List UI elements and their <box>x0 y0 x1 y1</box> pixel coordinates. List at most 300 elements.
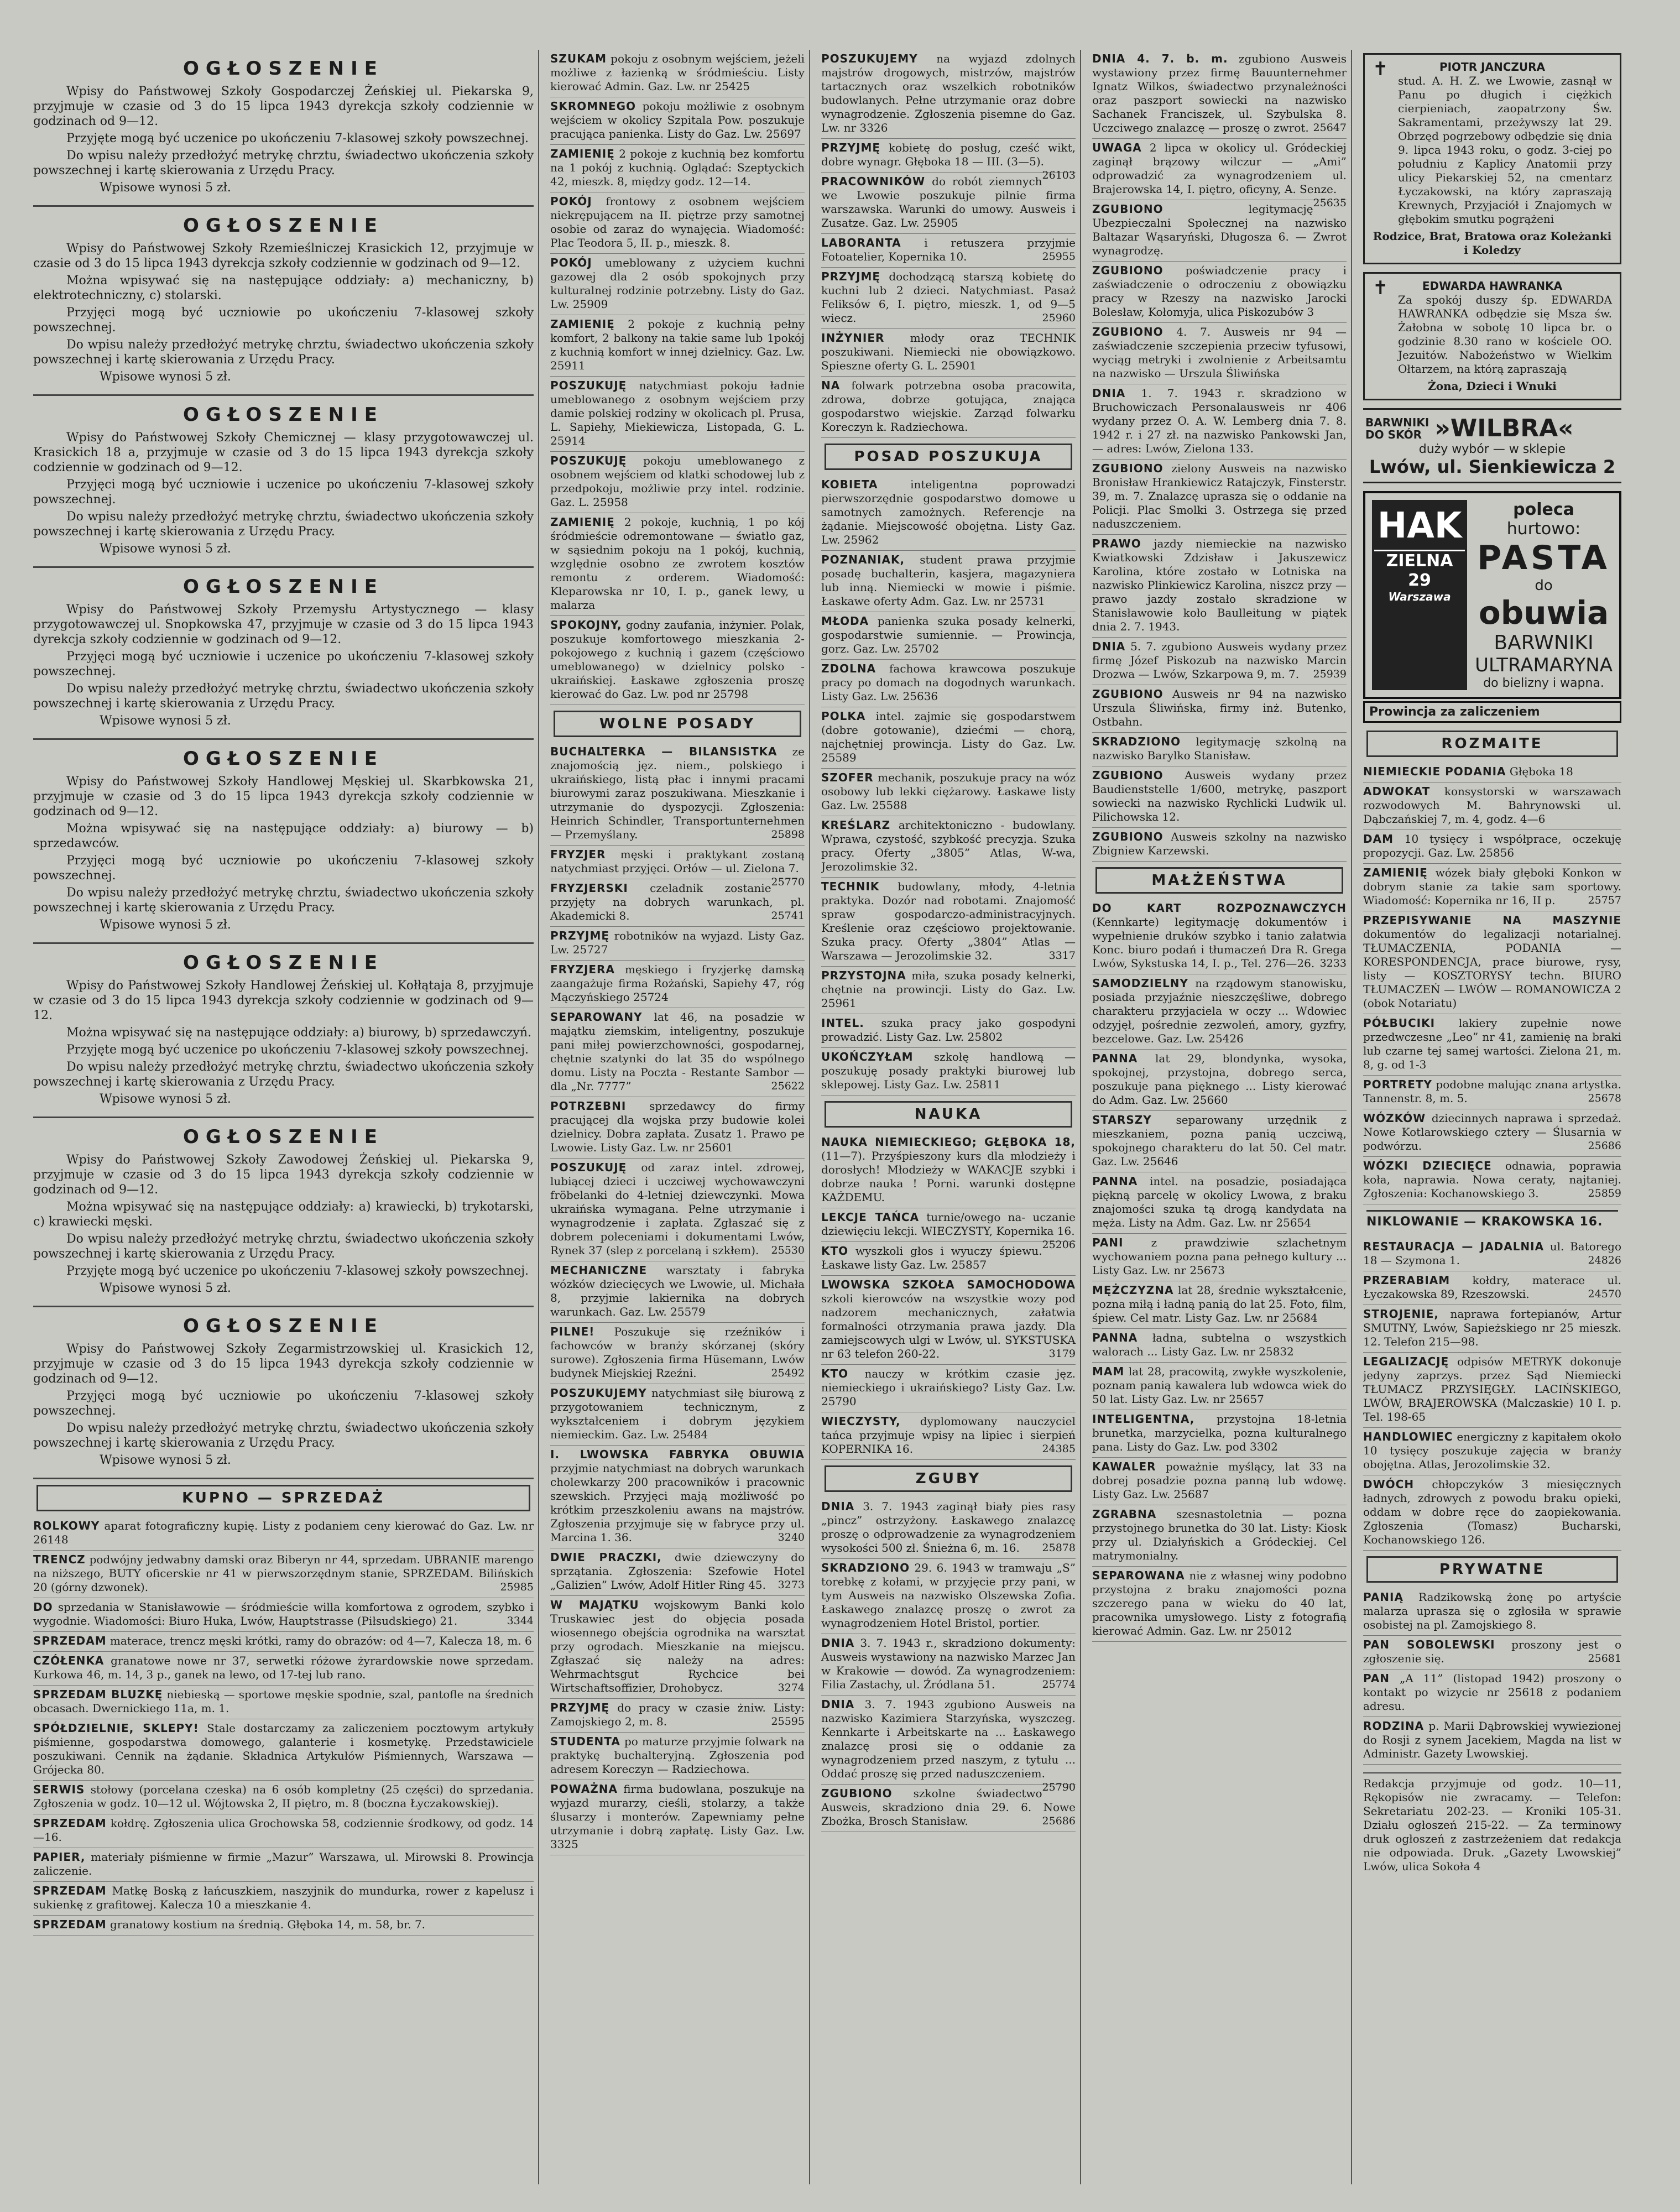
ad-text: legitymację Ubezpieczalni Społecznej na nazwisko Baltazar Wąsaryński, Długosza 6. — Zwrot wynagrodzę. <box>1092 202 1347 257</box>
ad-code: 25635 <box>1313 197 1347 209</box>
ad-heading: SPRZEDAM <box>33 1918 107 1931</box>
ad-heading: SPRZEDAM <box>33 1817 107 1830</box>
ad-heading: POKÓJ <box>550 256 592 269</box>
ad-code: 25530 <box>771 1244 805 1256</box>
school-notice <box>33 207 534 396</box>
ad-text: materace, trencz męski krótki, ramy do obrazów: od 4—7, Kalecza 18, m. 6 <box>109 1634 532 1647</box>
ad-text: męski i praktykant zostaną natychmiast przyjęci. Orłów — ul. Zielona 7. <box>550 848 805 875</box>
notice-title: OGŁOSZENIE <box>182 576 384 598</box>
obituary-name: PIOTR JANCZURA <box>1439 60 1546 74</box>
classified-ad <box>550 192 805 254</box>
ad-text: 2 pokoje z kuchnią pełny komfort, 2 balkony na takie same lub 1pokój z kuchnią komfort w innej dzielnicy. Gaz. Lw. 25911 <box>550 317 805 372</box>
cross-icon: ✝ <box>1373 58 1389 80</box>
ad-heading: PRAWO <box>1092 537 1141 550</box>
ad-text: energiczny z kapitałem około 10 tysięcy poszukuje zajęcia w branży obojętna. Atlas, Jerozolimskie 32. <box>1363 1430 1622 1471</box>
ad-text: podwójny jedwabny damski oraz Biberyn nr 44, sprzedam. UBRANIE marengo na niższego, BUTY oficerskie nr 41 w pierwszorzędnym stanie, SPRZEDAM. Bilińskich 20 (górny dzwonek). <box>33 1553 534 1594</box>
cross-icon: ✝ <box>1373 277 1389 299</box>
ad-code: 25686 <box>1588 1140 1621 1152</box>
classified-ad <box>821 50 1076 139</box>
notice-title: OGŁOSZENIE <box>182 58 384 80</box>
classified-ad <box>821 707 1076 769</box>
ad-heading: LWOWSKA SZKOŁA SAMOCHODOWA <box>821 1278 1076 1291</box>
notice-paragraph: Wpisy do Państwowej Szkoły Zawodowej Żeńskiej ul. Piekarska 9, przyjmuje w czasie od 3 do 15 lipca 1943 dyrekcja szkoły codziennie w godzinach od 9—12. <box>33 1153 534 1197</box>
ad-heading: PAN <box>1363 1672 1390 1685</box>
classified-ad <box>550 315 805 377</box>
wilbra-address: Lwów, ul. Sienkiewicza 2 <box>1369 456 1616 477</box>
ad-text: pokoju możliwie z osobnym wejściem w okolicy Szpitala Pow. poszukuje pracująca panienka. Listy do Gaz. Lw. 25697 <box>550 100 805 140</box>
ad-heading: BUCHALTERKA — BILANSISTKA <box>550 745 778 758</box>
classified-ad <box>821 268 1076 329</box>
ad-text: granatowy kostium na średnią. Głęboka 14, m. 58, br. 7. <box>109 1918 426 1931</box>
ad-heading: KREŚLARZ <box>821 818 891 832</box>
classified-ad <box>1092 384 1347 460</box>
ad-heading: ZAMIENIĘ <box>1363 866 1428 879</box>
ad-code: 25960 <box>1042 312 1076 324</box>
classified-ad <box>550 1446 805 1548</box>
classified-ad <box>1092 974 1347 1050</box>
ad-code: 25757 <box>1588 894 1621 906</box>
ad-heading: ZGUBIONO <box>821 1787 893 1800</box>
classified-ad <box>1363 1353 1621 1428</box>
ad-text: godny zaufania, inżynier. Polak, poszukuje komfortowego mieszkania 2-pokojowego z kuchnią i gazem (częściowo umeblowanego) w dzielnicy polsko - ukraińskiej. Łaskawe zgłoszenia proszę kierować do Gaz. Lw. pod nr 25798 <box>550 618 805 701</box>
ad-heading: WÓZKÓW <box>1363 1112 1426 1125</box>
ad-text: nie z własnej winy podobno przystojna z braku znajomości pozna szczerego pana w wieku do 40 lat, pracownika umysłowego. Listy z fotografią kierować Admin. Gaz. Lw. nr 25012 <box>1092 1569 1347 1637</box>
ad-heading: PAN SOBOLEWSKI <box>1363 1638 1495 1651</box>
ad-code: 25622 <box>771 1080 805 1092</box>
classified-ad <box>1363 1305 1621 1353</box>
ad-text: szkolne świadectwo Ausweis, skradziono dnia 29. 6. Nowe Zbożka, Brosch Stanisław. <box>821 1787 1076 1828</box>
ad-heading: PRZYSTOJNA <box>821 969 906 982</box>
ad-text: wózek biały głęboki Konkon w dobrym stanie za takie sam sportowy. Wiadomość: Kopernika nr 16, II p. <box>1363 866 1621 907</box>
classified-ad <box>33 1517 534 1551</box>
ad-text: od zaraz intel. zdrowej, lubiącej dzieci i uczciwej wychowawczyni fröbelanki do 4-letniej dziewczynki. Mowa ukraińska wymagana. Pełne utrzymanie i wynagrodzenie i zapłata. Zgłaszać się z dobrem poleceniami i dokumentami Lwów, Rynek 37 (slep z porcelaną i szkłem). <box>550 1161 805 1257</box>
ad-heading: DO KART ROZPOZNAWCZYCH <box>1092 901 1347 915</box>
ad-heading: SPOKOJNY, <box>550 618 622 632</box>
classified-ad <box>33 1632 534 1652</box>
obituary-text: stud. A. H. Z. we Lwowie, zasnął w Panu po długich i ciężkich cierpieniach, zaopatrzony Św. Sakramentami, przeżywszy lat 29. Obrzęd pogrzebowy odbędzie się dnia 9. lipca 1943 roku, o godz. 3-ciej po południu z Kaplicy Anatomii przy ulicy Piekarskiej 52, na cmentarz Łyczakowski, na który zapraszają Krewnych, Przyjaciół i Znajomych w głębokim smutku pogrążeni <box>1398 74 1612 226</box>
ad-heading: KTO <box>821 1367 849 1380</box>
classified-ad <box>821 476 1076 551</box>
classified-ad <box>33 1781 534 1814</box>
classified-ad <box>550 1384 805 1446</box>
section-header: NAUKA <box>825 1101 1072 1128</box>
ad-text: czeladnik zostanie przyjęty na dobrych warunkach, pl. Akademicki 8. <box>550 881 805 922</box>
ad-heading: ROLKOWY <box>33 1519 100 1532</box>
ad-heading: MĘŻCZYZNA <box>1092 1284 1174 1297</box>
notice-paragraph: Przyjęci mogą być uczniowie po ukończeniu 7-klasowej szkoły powszechnej. <box>33 1389 534 1418</box>
classified-ad <box>821 878 1076 967</box>
ad-code: 25647 <box>1313 122 1347 134</box>
ad-text: dyplomowany nauczyciel tańca przyjmuje wpisy na lipiec i sierpień KOPERNIKA 16. <box>821 1415 1076 1455</box>
ad-code: 24826 <box>1588 1254 1621 1266</box>
notice-paragraph: Do wpisu należy przedłożyć metrykę chrztu, świadectwo ukończenia szkoły powszechnej i kartę skierowania z Urzędu Pracy. <box>33 886 534 915</box>
classified-ad <box>1092 50 1347 139</box>
school-notice <box>33 1118 534 1307</box>
classified-ad <box>821 1559 1076 1634</box>
classified-ad <box>821 551 1076 612</box>
ad-heading: W MAJĄTKU <box>550 1598 639 1611</box>
ad-text: wyszkoli głos i wyuczy śpiewu. Łaskawe listy Gaz. Lw. 25857 <box>821 1244 1042 1271</box>
obituary <box>1363 272 1621 400</box>
ad-text: student prawa przyjmie posadę buchalterin, kasjera, magazyniera lub inną. Niemiecki w mowie i piśmie. Łaskawe oferty Adm. Gaz. Lw. nr 25731 <box>821 553 1076 608</box>
notice-paragraph: Wpisy do Państwowej Szkoły Zegarmistrzowskiej ul. Krasickich 12, przyjmuje w czasie od 3 do 15 lipca 1943 dyrekcja szkoły codziennie w godzinach od 9—12. <box>33 1342 534 1386</box>
ad-heading: SPRZEDAM BLUZKĘ <box>33 1688 163 1701</box>
ad-text: do pracy w czasie żniw. Listy: Zamojskiego 2, m. 8. <box>550 1701 805 1728</box>
ad-heading: PILNE! <box>550 1325 595 1338</box>
ad-text: Poszukuje się rzeźników i fachowców w branży skórzanej (skóry surowe). Zgłoszenia firma Hüsemann, Lwów budynek Miejskiej Rzeźni. <box>550 1325 805 1380</box>
classified-ad <box>1092 733 1347 766</box>
ad-text: chłopczyków 3 miesięcznych ładnych, zdrowych z powodu braku opieki, oddam w dobre ręce do zaopiekowania. Zgłoszenia (Tomasz) Bucharski, Kochanowskiego 126. <box>1363 1478 1622 1546</box>
section-header: PRYWATNE <box>1366 1556 1618 1583</box>
ad-code: 25878 <box>1042 1542 1076 1554</box>
ad-text: dochodzącą starszą kobietę do kuchni lub 2 dzieci. Natychmiast. Pasaż Feliksów 6, I. piętro, mieszk. 1, od 9—5 wiecz. <box>821 270 1076 325</box>
ad-text: folwark potrzebna osoba pracowita, zdrowa, dobrze gotująca, znająca gospodarstwo wiejskie. Zarząd folwarku Koreczyn k. Radziechowa. <box>821 379 1076 434</box>
classified-ad <box>550 1261 805 1323</box>
ad-heading: NA <box>821 379 841 392</box>
notice-paragraph: Wpisy do Państwowej Szkoły Gospodarczej Żeńskiej ul. Piekarska 9, przyjmuje w czasie od 3 do 15 lipca 1943 dyrekcja szkoły codziennie w godzinach od 9—12. <box>33 85 534 128</box>
ad-text: intel. na posadzie, posiadająca piękną parcelę w okolicy Lwowa, z braku znajomości szuka tą drogą kandydata na męża. Listy na Adm. Gaz. Lw. nr 25654 <box>1092 1175 1347 1229</box>
ad-text: mechanik, poszukuje pracy na wóz osobowy lub lekki ciężarowy. Łaskawe listy Gaz. Lw. 25588 <box>821 771 1076 812</box>
ad-text: Radzikowską żonę po artyście malarza uprasza się o zgłosiła w sprawie osobistej na pl. Zamojskiego 8. <box>1363 1590 1621 1631</box>
ad-text: dokumentów do legalizacji notarialnej. TŁUMACZENIA, PODANIA — KORESPONDENCJA, prace biurowe, rysy, listy — KOSZTORYSY techn. BIURO TŁUMACZEŃ — LWÓW — ROMANOWICZA 2 (obok Notariatu) <box>1363 927 1621 1010</box>
classified-ad <box>1363 763 1621 782</box>
ad-text: granatowe nowe nr 37, serwetki różowe żyrardowskie nowe sprzedam. Kurkowa 46, m. 14, 3 p., ganek na lewo, od 17-tej lub rano. <box>33 1654 534 1681</box>
ad-heading: LEKCJE TAŃCA <box>821 1211 920 1224</box>
classified-ad <box>1092 1567 1347 1642</box>
ad-heading: LEGALIZACJĘ <box>1363 1355 1449 1368</box>
ad-code: 25678 <box>1588 1092 1621 1104</box>
classified-ad <box>550 1548 805 1596</box>
ad-heading: ZGUBIONO <box>1092 687 1164 701</box>
classified-ad <box>550 1699 805 1733</box>
hak-logo <box>1372 500 1467 690</box>
notice-paragraph: Do wpisu należy przedłożyć metrykę chrztu, świadectwo ukończenia szkoły powszechnej i kartę skierowania z Urzędu Pracy. <box>33 149 534 178</box>
ad-text: poświadczenie pracy i zaświadczenie o odroczeniu z obowiązku pracy w Rzeszy na nazwisko Jarocki Bolesław, Kołomyja, ulica Piskozubów 3 <box>1092 264 1347 319</box>
classified-ad <box>821 1365 1076 1412</box>
classified-ad <box>1092 200 1347 262</box>
classified-ad <box>821 1014 1076 1048</box>
notice-paragraph: Przyjęci mogą być uczniowie i uczenice po ukończeniu 7-klasowej szkoły powszechnej. <box>33 478 534 507</box>
ad-text: budowlany, młody, 4-letnia praktyka. Dozór nad robotami. Znajomość spraw gospodarczo-administracyjnych. Kreślenie oraz częściowo projektowanie. Szuka pracy. Oferty „3804” Atlas — Warszawa — Jerozolimskie 32. <box>821 880 1076 962</box>
obituary-signature: Rodzice, Brat, Bratowa oraz Koleżanki i Koledzy <box>1373 229 1612 257</box>
ad-heading: POTRZEBNI <box>550 1099 627 1113</box>
notice-title: OGŁOSZENIE <box>182 748 384 770</box>
ad-heading: POWAŻNA <box>550 1782 618 1796</box>
classified-ad <box>550 1780 805 1855</box>
classified-ad <box>550 1323 805 1384</box>
notice-paragraph: Do wpisu należy przedłożyć metrykę chrztu, świadectwo ukończenia szkoły powszechnej i kartę skierowania z Urzędu Pracy. <box>33 682 534 711</box>
ad-code: 26103 <box>1042 169 1076 181</box>
ad-text: fachowa krawcowa poszukuje pracy po domach na dogodnych warunkach. Listy Gaz. Lw. 25636 <box>821 662 1076 703</box>
ad-text: młody oraz TECHNIK poszukiwani. Niemiecki nie obowiązkowo. Spieszne oferty G. L. 25901 <box>821 331 1076 372</box>
ad-heading: PANNA <box>1092 1052 1138 1065</box>
ad-text: przyjmie natychmiast na dobrych warunkach cholewkarzy 200 pracowników i pracownic szewskich. Przyjęci mają możliwość po krótkim przeszkoleniu awans na majstrów. Zgłoszenia przyjmuje się w fabryce przy ul. Marcina 1. 36. <box>550 1462 805 1544</box>
hak-line: PASTA <box>1477 539 1610 577</box>
classified-ad <box>1092 685 1347 733</box>
hak-address: ZIELNA 29 <box>1374 550 1465 590</box>
ad-heading: PANI <box>1092 1236 1124 1249</box>
classified-ad <box>33 1848 534 1882</box>
ad-text: panienka szuka posady kelnerki, gospodarstwie sumiennie. — Prowincja, gorz. Gaz. Lw. 25702 <box>821 614 1076 655</box>
ad-heading: INŻYNIER <box>821 331 885 345</box>
ad-text: proszony jest o zgłoszenie się. <box>1363 1638 1621 1665</box>
classified-ad <box>821 1133 1076 1208</box>
ad-text: szesnastoletnia — pozna przystojnego brunetka do 30 lat. Listy: Kiosk przy ul. Działyńskich a Gródeckiej. Cel matrymonialny. <box>1092 1507 1347 1562</box>
classified-ad <box>1363 864 1621 911</box>
classified-ad <box>550 1097 805 1159</box>
classified-ad <box>821 173 1076 234</box>
ad-text: pokoju umeblowanego z osobnem wejściem od klatki schodowej lub z przedpokoju, możliwie przy intel. rodzinie. Gaz. L. 25958 <box>550 454 805 509</box>
ad-heading: I. LWOWSKA FABRYKA OBUWIA <box>550 1448 805 1461</box>
hak-line: poleca <box>1513 500 1574 519</box>
ad-heading: SZOFER <box>821 771 874 784</box>
hak-footer: Prowincja za zaliczeniem <box>1363 701 1621 723</box>
ad-text: frontowy z osobnem wejściem niekrępującem na II. piętrze przy samotnej osobie od zaraz do wynajęcia. Wiadomość: Plac Teodora 5, II. p., mieszk. 8. <box>550 195 805 249</box>
ad-code: 25939 <box>1313 668 1347 680</box>
ad-heading: INTELIGENTNA, <box>1092 1412 1195 1426</box>
ad-heading: ZGUBIONO <box>1092 202 1164 216</box>
ad-text: architektoniczno - budowlany. Wprawa, czystość, szybkość precyzja. Szuka pracy. Oferty „3805” Atlas, W-wa, Jerozolimskie 32. <box>821 818 1076 873</box>
ad-text: z prawdziwie szlachetnym wychowaniem pozna pana pełnego kultury ... Listy Gaz. Lw. nr 25673 <box>1092 1236 1347 1277</box>
ad-heading: ZGUBIONO <box>1092 264 1164 277</box>
ad-heading: KOBIETA <box>821 478 878 491</box>
notice-fee: Wpisowe wynosi 5 zł. <box>100 918 231 932</box>
publisher-footer: Redakcja przyjmuje od godz. 10—11, Rękopisów nie zwracamy. — Telefon: Sekretariatu 202-23. — Kroniki 105-31. Działu ogłoszeń 215-22. — Za terminowy druk ogłoszeń z zastrzeżeniem dat redakcja nie odpowiada. Druk. „Gazety Lwowskiej” Lwów, ulica Sokoła 4 <box>1363 1772 1621 1874</box>
ad-text: aparat fotograficzny kupię. Listy z podaniem ceny kierować do Gaz. Lw. nr 26148 <box>33 1519 534 1546</box>
hak-line: hurtowo: <box>1506 519 1581 539</box>
ad-heading: SERWIS <box>33 1783 85 1796</box>
ad-heading: SAMODZIELNY <box>1092 977 1188 990</box>
notice-fee: Wpisowe wynosi 5 zł. <box>100 1453 231 1467</box>
notice-fee: Wpisowe wynosi 5 zł. <box>100 1092 231 1106</box>
ad-heading: NAUKA NIEMIECKIEGO; GŁĘBOKA 18, <box>821 1135 1076 1149</box>
notice-title: OGŁOSZENIE <box>182 952 384 974</box>
classified-ad <box>1363 830 1621 864</box>
classified-ad <box>550 452 805 513</box>
ad-heading: SKROMNEGO <box>550 100 636 113</box>
ad-heading: DWÓCH <box>1363 1478 1415 1491</box>
notice-paragraph: Przyjęte mogą być uczenice po ukończeniu 7-klasowej szkoły powszechnej. <box>66 1264 529 1278</box>
ad-text: zielony Ausweis na nazwisko Bronisław Hrankiewicz Ratajczyk, Finsterstr. 39, m. 7. Znalazcę uprasza się o oddanie na Policji. Plac Smolki 3. Ostrzega się przed naduszczeniem. <box>1092 462 1347 530</box>
ad-heading: ZAMIENIĘ <box>550 147 615 160</box>
school-notice <box>33 944 534 1118</box>
ad-text: lat 46, na posadzie w majątku ziemskim, inteligentny, poszukuje pani miłej powierzchowności, gospodarnej, chętnie szatynki do lat 35 do wspólnego domu. Listy na Poczta - Restante Sambor — dla „Nr. 7777” <box>550 1010 805 1093</box>
classified-ad <box>1092 323 1347 384</box>
classified-ad <box>821 1412 1076 1460</box>
ad-code: 25492 <box>771 1367 805 1379</box>
ad-code: 3273 <box>778 1579 805 1591</box>
classified-ad <box>821 660 1076 707</box>
hak-line: BARWNIKI <box>1494 632 1594 654</box>
ad-heading: PRZERABIAM <box>1363 1274 1451 1287</box>
notice-fee: Wpisowe wynosi 5 zł. <box>100 370 231 384</box>
ad-code: 25770 <box>771 876 805 888</box>
ad-heading: SPRZEDAM <box>33 1634 107 1647</box>
ad-heading: MECHANICZNE <box>550 1264 648 1277</box>
column-notices <box>33 50 539 2184</box>
section-header: MAŁŻEŃSTWA <box>1095 867 1343 894</box>
ad-text: wojskowym Banki kolo Truskawiec jest do objęcia posada wiosennego obejścia ogrodnika na warsztat przy ogrodach. Mieszkanie na miejscu. Zgłaszać się należy na adres: Wehrmachtsgut Rychcice bei Wirtschaftsoffizier, Drohobycz. <box>550 1598 805 1694</box>
notice-paragraph: Do wpisu należy przedłożyć metrykę chrztu, świadectwo ukończenia szkoły powszechnej i kartę skierowania z Urzędu Pracy. <box>33 1232 534 1261</box>
classified-ad <box>821 1695 1076 1793</box>
ad-text: sprzedawcy do firmy pracującej dla wojska przy budowie kolei dzielnicy. Dobra zapłata. Zusatz 1. Prawo pe Lwowie. Listy Gaz. Lw. nr 25601 <box>550 1099 805 1154</box>
classified-ad <box>550 961 805 1008</box>
ad-heading: INTEL. <box>821 1016 864 1030</box>
notice-paragraph: Przyjęte mogą być uczenice po ukończeniu 7-klasowej szkoły powszechnej. <box>66 1043 529 1057</box>
ad-heading: ZGRABNA <box>1092 1507 1157 1521</box>
ad-text: poważnie myślący, lat 33 na dobrej posadzie pozna panną lub wdowę. Listy Gaz. Lw. 25687 <box>1092 1460 1347 1501</box>
ad-text: 29. 6. 1943 w tramwaju „S” torebkę z kołami, w przyjęcie przy pani, w tym Ausweis na nazwisko Olszewska Zofia. Łaskawego znalazcę proszę o zwrot za wynagrodzeniem Hotel Bristol, portier. <box>821 1561 1076 1630</box>
ad-code: 3274 <box>778 1682 805 1694</box>
ad-heading: DNIA <box>1092 640 1126 653</box>
classified-ad <box>1092 1050 1347 1111</box>
notice-paragraph: Można wpisywać się na następujące oddziały: a) biurowy — b) sprzedawców. <box>33 822 534 851</box>
ad-code: 3179 <box>1048 1348 1076 1360</box>
column-ads-3 <box>821 50 1081 2184</box>
ad-text: kołdry, materace ul. Łyczakowska 89, Rzeszowski. <box>1363 1274 1622 1301</box>
classified-ad <box>821 1498 1076 1559</box>
notice-paragraph: Do wpisu należy przedłożyć metrykę chrztu, świadectwo ukończenia szkoły powszechnej i kartę skierowania z Urzędu Pracy. <box>33 1060 534 1089</box>
ad-code: 25681 <box>1588 1652 1621 1665</box>
classified-ad <box>1092 828 1347 862</box>
ad-heading: ZAMIENIĘ <box>550 515 615 529</box>
ad-text: odpisów METRYK dokonuje jedyny zaprzys. przez Sąd Niemiecki TŁUMACZ PRZYSIĘGŁY. LACIŃSKIEGO, LWÓW, BRAJEROWSKA (Malczaskie) 10 I. p. Tel. 198-65 <box>1363 1355 1621 1423</box>
column-ads-5 <box>1363 50 1626 2184</box>
notice-paragraph: Można wpisywać się na następujące oddziały: a) biurowy, b) sprzedawczyń. <box>66 1026 532 1040</box>
school-notice <box>33 1307 534 1479</box>
notice-paragraph: Można wpisywać się na następujące oddziały: a) krawiecki, b) trykotarski, c) krawiecki męski. <box>33 1200 534 1229</box>
ad-heading: PAPIER, <box>33 1850 86 1864</box>
ad-text: 10 tysięcy i współprace, oczekuję propozycji. Gaz. Lw. 25856 <box>1363 832 1622 859</box>
classified-ad <box>821 967 1076 1014</box>
classified-ad <box>1092 1281 1347 1329</box>
ad-heading: ADWOKAT <box>1363 785 1431 798</box>
ad-text: odnawia, poprawia koła, naprawia. Nowa ceraty, najtaniej. Zgłoszenia: Kochanowskiego 3. <box>1363 1159 1622 1200</box>
classified-ad <box>1363 1271 1621 1305</box>
ad-text: do robót ziemnych we Lwowie poszukuje pilnie firma warszawska. Warunki do umowy. Ausweis i Zusatze. Gaz. Lw. 25905 <box>821 175 1076 229</box>
classified-ad <box>550 1596 805 1699</box>
classified-ad <box>550 254 805 315</box>
ad-code: 25686 <box>1042 1815 1076 1827</box>
hak-copy <box>1475 500 1613 690</box>
notice-paragraph: Przyjęci mogą być uczniowie i uczenice po ukończeniu 7-klasowej szkoły powszechnej. <box>33 650 534 679</box>
ad-heading: PRZYJMĘ <box>550 1701 610 1714</box>
ad-text: dziecinnych naprawa i sprzedaż. Nowe Kotlarowskiego cztery — Ślusarnia w podwórzu. <box>1363 1112 1621 1152</box>
notice-paragraph: Przyjęte mogą być uczenice po ukończeniu 7-klasowej szkoły powszechnej. <box>66 132 529 145</box>
classified-ad <box>1092 899 1347 974</box>
ad-text: turnie/owego na- uczanie dziewięciu lekcji. WIECZYSTY, Kopernika 16. <box>821 1211 1076 1238</box>
ad-heading: POSZUKUJĘ <box>550 379 627 392</box>
ad-text: jazdy niemieckie na nazwisko Kwiatkowski Zdzisław i Jakuszewicz Karolina, które zostało w Lotniska na nazwisko Plinkiewicz Karolina, niszcz przy — prawo jazdy zostało skradzione w Stanisławowie koło Baulleitung w piątek dnia 2. 7. 1943. <box>1092 537 1347 633</box>
ad-heading: POKÓJ <box>550 195 592 208</box>
ad-heading: FRYZJER <box>550 848 606 861</box>
ad-heading: PANNA <box>1092 1331 1138 1344</box>
classified-ad <box>550 616 805 705</box>
ad-code: 3317 <box>1048 950 1076 962</box>
ad-heading: DNIA <box>821 1698 855 1711</box>
ad-code: 25955 <box>1042 251 1076 263</box>
notice-title: OGŁOSZENIE <box>182 215 384 237</box>
notice-paragraph: Do wpisu należy przedłożyć metrykę chrztu, świadectwo ukończenia szkoły powszechnej i kartę skierowania z Urzędu Pracy. <box>33 510 534 539</box>
classified-ad <box>1363 1588 1621 1636</box>
obituary <box>1363 53 1621 264</box>
ad-text: i retuszera przyjmie Fotoatelier, Kopernika 10. <box>821 236 1076 263</box>
hak-line: do <box>1535 577 1553 594</box>
classified-ad <box>33 1882 534 1916</box>
ad-text: lakiery zupełnie nowe przedwczesne „Leo” nr 41, zamienię na braki lub czarne tej samej wartości. Zielona 21, m. 8, g. od 1-3 <box>1363 1016 1622 1071</box>
wilbra-small2: DO SKÓR <box>1365 427 1422 441</box>
ad-text: warsztaty i fabryka wózków dziecięcych we Lwowie, ul. Michała 8, przyjmie lakiernika na dobrych warunkach. Gaz. Lw. 25579 <box>550 1264 805 1318</box>
hak-line: obuwia <box>1478 594 1609 632</box>
ad-heading: PRZYJMĘ <box>821 270 881 283</box>
ad-heading: DNIA 4. 7. b. m. <box>1092 52 1228 65</box>
ad-text: sprzedania w Stanisławowie — śródmieście willa komfortowa z ogrodem, szybko i wygodnie. Wiadomości: Biuro Huka, Lwów, Hauptstrasse (Piłsudskiego) 21. <box>33 1600 534 1627</box>
hak-advert <box>1363 491 1621 699</box>
ad-text: intel. zajmie się gospodarstwem (dobre gotowanie), dziećmi — chorą, najchętniej prowincja. Listy do Gaz. Lw. 25589 <box>821 709 1076 764</box>
hak-brand: HAK <box>1377 505 1462 546</box>
ad-code: 3233 <box>1319 957 1347 969</box>
ad-text: 2 pokoje z kuchnią bez komfortu na 1 pokój z kuchnią. Oglądać: Szeptyckich 42, mieszk. 8, między godz. 12—14. <box>550 147 805 188</box>
ad-code: 3344 <box>507 1615 534 1627</box>
classified-ad <box>1363 1475 1621 1551</box>
ad-text: szkołę handlową — poszukuję posady praktyki biurowej lub sklepowej. Listy Gaz. Lw. 25811 <box>821 1050 1076 1091</box>
ad-heading: PRZYJMĘ <box>550 929 610 942</box>
classified-ad <box>550 1159 805 1261</box>
ad-text: Głęboka 18 <box>1509 765 1573 778</box>
ad-text: materiały piśmienne w firmie „Mazur” Warszawa, ul. Mirowski 8. Prowincja zaliczenie. <box>33 1850 534 1877</box>
ad-heading: UKOŃCZYŁAM <box>821 1050 914 1063</box>
ad-text: (11—7). Przyśpieszony kurs dla młodzieży i dorosłych! Młodzieży w WAKACJE szybki i dobrze nauka ! Porni. warunki dostępne KAŻDEMU. <box>821 1149 1076 1204</box>
ad-heading: FRYZJERA <box>550 963 615 976</box>
ad-text: 3. 7. 1943 r., skradziono dokumenty: Ausweis wystawiony na nazwisko Marzec Jan w Krakowie — dowód. Za wynagrodzeniem: Filia Zastachy, ul. Źródlana 51. <box>821 1636 1076 1691</box>
classified-ad <box>1092 535 1347 638</box>
ad-heading: PRZEPISYWANIE NA MASZYNIE <box>1363 914 1621 927</box>
ad-text: ze znajomością jęz. niem., polskiego i ukraińskiego, listą płac i innymi pracami biurowymi zaraz poszukiwana. Mieszkanie i utrzymanie do dyspozycji. Zgłoszenia: Heinrich Schindler, Transportunternehmen — Przemyślany. <box>550 745 805 841</box>
ad-heading: SZUKAM <box>550 52 607 65</box>
ad-heading: DNIA <box>821 1500 855 1513</box>
ad-code: 25859 <box>1588 1187 1621 1199</box>
ad-text: kołdrę. Zgłoszenia ulica Grochowska 58, codziennie środkowy, od godz. 14—16. <box>33 1817 534 1844</box>
classified-ad <box>821 1048 1076 1095</box>
ad-heading: DNIA <box>821 1636 855 1650</box>
obituary-name: EDWARDA HAWRANKA <box>1422 279 1563 293</box>
notice-paragraph: Wpisy do Państwowej Szkoły Chemicznej — klasy przygotowawczej ul. Krasickich 18 a, przyjmuje w czasie od 3 do 15 lipca 1943 dyrekcja szkoły codziennie w godzinach od 9—12. <box>33 431 534 474</box>
ad-text: ul. Batorego 18 — Szymona 1. <box>1363 1240 1622 1267</box>
ad-text: firma budowlana, poszukuje na wyjazd murarzy, cieśli, stolarzy, a także ślusarzy i monterów. Zapewniamy pełne utrzymanie i dobrą zapłatę. Listy Gaz. Lw. 3325 <box>550 1782 805 1851</box>
ad-heading: STROJENIE, <box>1363 1307 1439 1321</box>
ad-heading: FRYZJERSKI <box>550 881 628 895</box>
ad-heading: WIECZYSTY, <box>821 1415 901 1428</box>
classified-ad <box>1363 1238 1621 1271</box>
ad-heading: LABORANTA <box>821 236 901 249</box>
ad-text: Ausweis wydany przez Baudienststelle 1/600, metrykę, paszport sowiecki na nazwisko Rychlicki Ludwik ul. Pilichowska 12. <box>1092 769 1347 823</box>
classified-ad <box>1092 1329 1347 1363</box>
classified-ad <box>1363 1636 1621 1670</box>
ad-text: szkoli kierowców na wszystkie wozy pod nadzorem mechanicznych, załatwia formalności otrzymania prawa jazdy. Dla zamiejscowych ulgi w Lwów, ul. SYKSTUSKA nr 63 telefon 260-22. <box>821 1292 1076 1360</box>
classified-ad <box>1363 1109 1621 1157</box>
ad-text: (Kennkarte) legitymację dokumentów i wypełnienie druków szybko i tanio załatwia Konc. biuro podań i tłumaczeń Dra R. Grega Lwów, Sykstuska 14, I. p., Tel. 276—26. <box>1092 915 1347 970</box>
ad-heading: POSZUKUJEMY <box>550 1386 647 1400</box>
section-header: ZGUBY <box>825 1465 1072 1492</box>
notice-fee: Wpisowe wynosi 5 zł. <box>100 181 231 195</box>
ad-heading: SPÓŁDZIELNIE, SKLEPY! <box>33 1721 199 1735</box>
ad-code: 25790 <box>1042 1781 1076 1793</box>
classified-ad <box>550 1733 805 1780</box>
classified-ad <box>1092 1505 1347 1567</box>
ad-text: umeblowany z użyciem kuchni gazowej dla 2 osób spokojnych przy kulturalnej rodzinie potrzebny. Listy do Gaz. Lw. 25909 <box>550 256 805 311</box>
classified-ad <box>550 513 805 616</box>
classified-ad <box>1092 1234 1347 1281</box>
